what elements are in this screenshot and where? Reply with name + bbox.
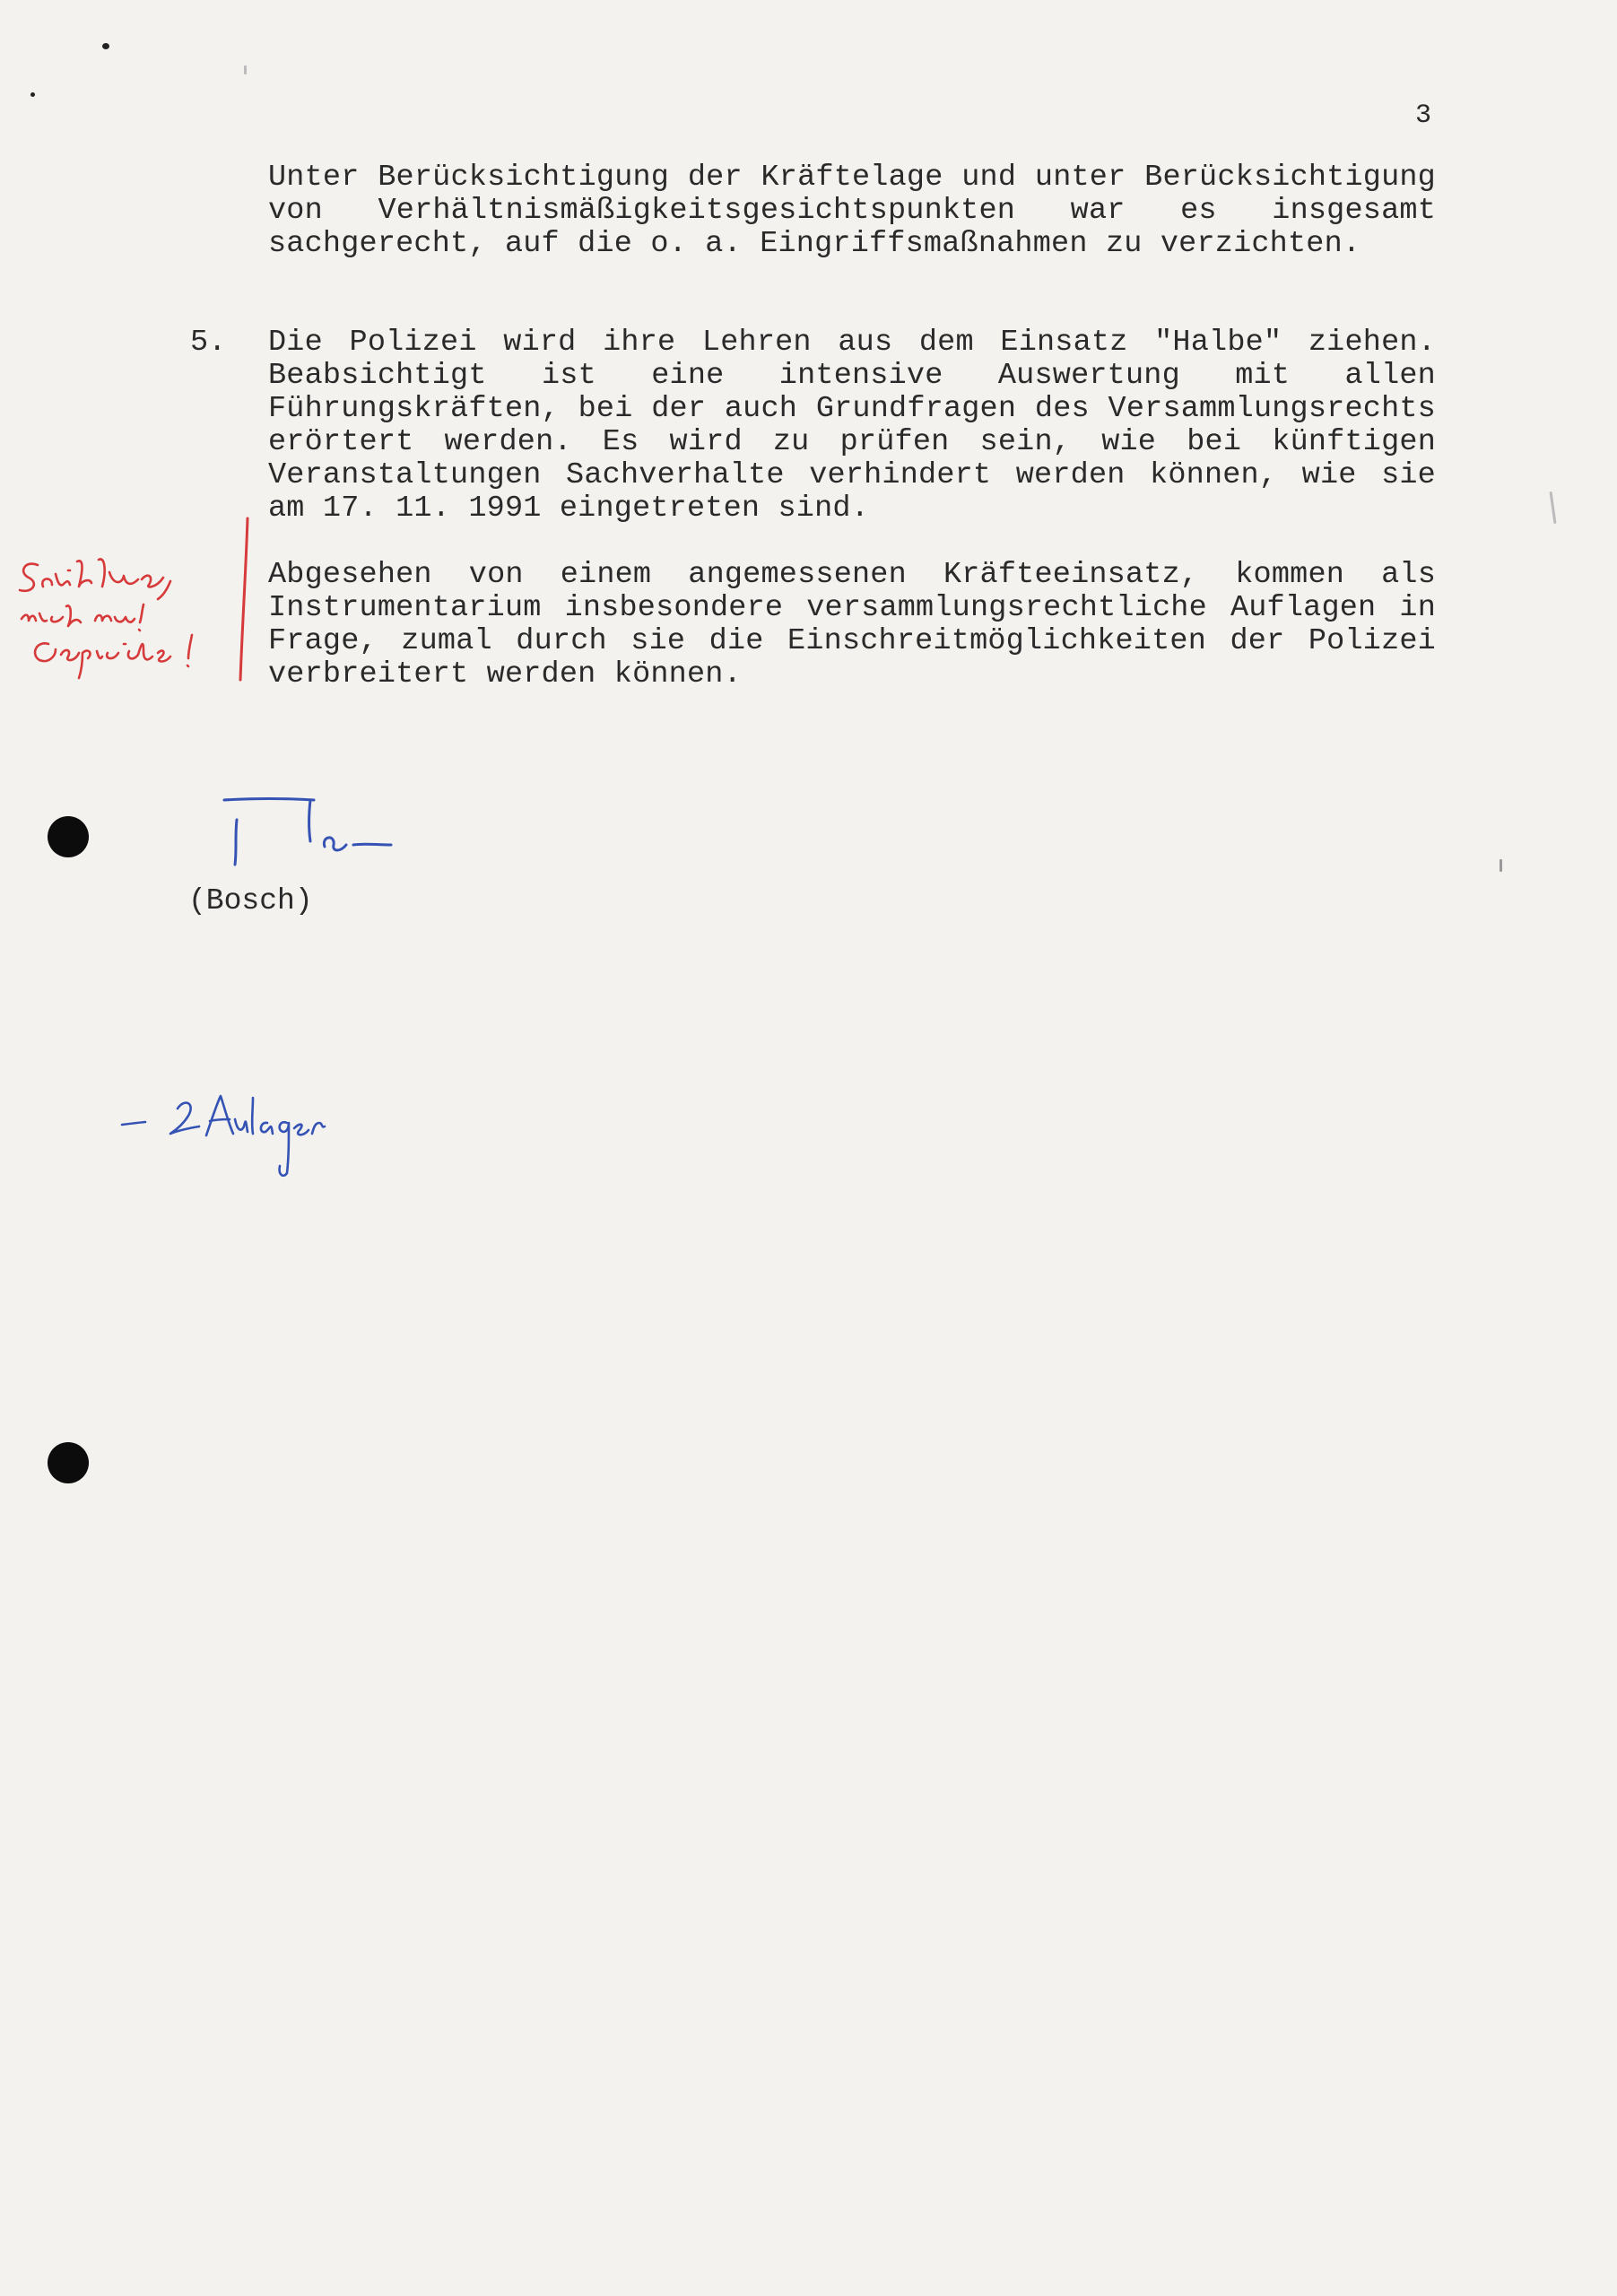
handwritten-enclosures-note <box>113 1092 355 1182</box>
handwritten-margin-note <box>13 554 237 689</box>
paragraph-lessons-learned: Die Polizei wird ihre Lehren aus dem Einsatz "Halbe" ziehen. Beabsichtigt ist eine intensive Auswertung mit allen Führungskräften, bei der auch Grundfragen des Versammlungsrechts erörtert werden. Es wird zu prüfen sein, wie bei künftigen Veranstaltungen Sachverhalte verhindert werden können, wie sie am 17. 11. 1991 eingetreten sind. <box>268 326 1436 526</box>
signature <box>215 793 413 874</box>
paragraph-instruments: Abgesehen von einem angemessenen Kräfteeinsatz, kommen als Instrumentarium insbesondere versammlungsrechtliche Auflagen in Frage, zumal durch sie die Einschreitmöglichkeiten der Polizei verbreitert werden können. <box>268 558 1436 691</box>
page-number: 3 <box>1415 100 1432 131</box>
item-number: 5. <box>190 326 227 360</box>
signer-name: (Bosch) <box>188 884 313 918</box>
paragraph-considerations: Unter Berücksichtigung der Kräftelage und unter Berücksichtigung von Verhältnismäßigkeitsgesichtspunkten war es insgesamt sachgerecht, auf die o. a. Eingriffsmaßnahmen zu verzichten. <box>268 161 1436 261</box>
